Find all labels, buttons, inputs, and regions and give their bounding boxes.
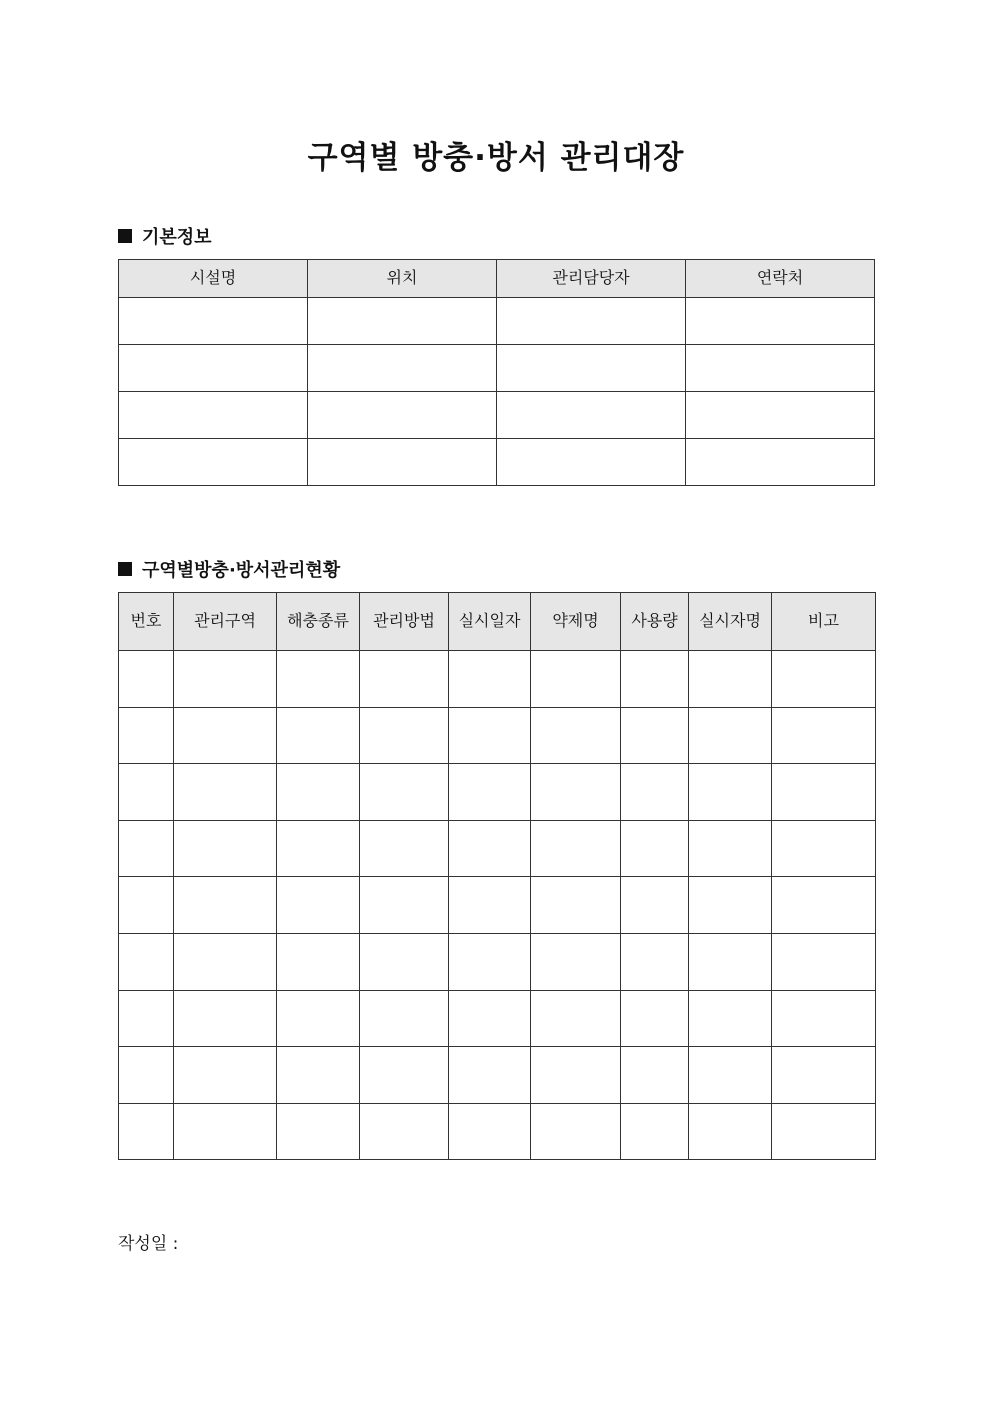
header-manager: 관리담당자 bbox=[497, 260, 686, 298]
date-written-label: 작성일 : bbox=[118, 1234, 179, 1254]
table-cell[interactable] bbox=[277, 1047, 360, 1104]
table-cell[interactable] bbox=[119, 820, 174, 877]
table-cell[interactable] bbox=[360, 707, 449, 764]
table-row bbox=[119, 933, 876, 990]
table-row bbox=[119, 345, 875, 392]
table-cell[interactable] bbox=[772, 764, 876, 821]
table-cell[interactable] bbox=[449, 933, 531, 990]
table-cell[interactable] bbox=[449, 990, 531, 1047]
table-cell[interactable] bbox=[772, 820, 876, 877]
date-written bbox=[118, 1229, 178, 1254]
table-cell[interactable] bbox=[689, 764, 772, 821]
table-cell[interactable] bbox=[277, 764, 360, 821]
table-cell[interactable] bbox=[531, 1103, 621, 1160]
table-cell[interactable] bbox=[772, 877, 876, 934]
black-square-icon bbox=[118, 229, 132, 243]
table-cell[interactable] bbox=[174, 877, 277, 934]
table-cell[interactable] bbox=[360, 990, 449, 1047]
table-cell[interactable] bbox=[174, 764, 277, 821]
table-cell[interactable] bbox=[174, 820, 277, 877]
table-cell[interactable] bbox=[689, 933, 772, 990]
table-cell[interactable] bbox=[772, 933, 876, 990]
table-cell[interactable] bbox=[531, 651, 621, 708]
header-remarks: 비고 bbox=[772, 593, 876, 651]
table-cell[interactable] bbox=[531, 877, 621, 934]
table-cell[interactable] bbox=[621, 707, 689, 764]
table-row bbox=[119, 820, 876, 877]
table-row bbox=[119, 439, 875, 486]
table-cell[interactable] bbox=[497, 392, 686, 439]
table-cell[interactable] bbox=[277, 707, 360, 764]
table-cell[interactable] bbox=[360, 877, 449, 934]
table-cell[interactable] bbox=[119, 439, 308, 486]
table-cell[interactable] bbox=[119, 298, 308, 345]
table-cell[interactable] bbox=[689, 820, 772, 877]
table-cell[interactable] bbox=[772, 707, 876, 764]
table-row bbox=[119, 877, 876, 934]
table-cell[interactable] bbox=[360, 820, 449, 877]
table-cell[interactable] bbox=[119, 345, 308, 392]
header-chemical: 약제명 bbox=[531, 593, 621, 651]
header-method: 관리방법 bbox=[360, 593, 449, 651]
table-cell[interactable] bbox=[449, 877, 531, 934]
table-cell[interactable] bbox=[119, 764, 174, 821]
header-number: 번호 bbox=[119, 593, 174, 651]
table-cell[interactable] bbox=[308, 345, 497, 392]
table-cell[interactable] bbox=[531, 707, 621, 764]
table-cell[interactable] bbox=[119, 990, 174, 1047]
table-cell[interactable] bbox=[360, 651, 449, 708]
table-cell[interactable] bbox=[174, 707, 277, 764]
table-cell[interactable] bbox=[119, 707, 174, 764]
zone-status-heading bbox=[118, 556, 340, 582]
table-cell[interactable] bbox=[621, 820, 689, 877]
table-cell[interactable] bbox=[174, 1047, 277, 1104]
table-cell[interactable] bbox=[277, 651, 360, 708]
table-cell[interactable] bbox=[174, 1103, 277, 1160]
table-cell[interactable] bbox=[360, 764, 449, 821]
table-cell[interactable] bbox=[277, 933, 360, 990]
table-cell[interactable] bbox=[531, 990, 621, 1047]
zone-status-table bbox=[118, 592, 876, 1160]
document-title: 구역별 방충·방서 관리대장 bbox=[307, 140, 685, 176]
table-cell[interactable] bbox=[277, 1103, 360, 1160]
zone-status-header-row bbox=[119, 593, 876, 651]
header-location: 위치 bbox=[308, 260, 497, 298]
table-cell[interactable] bbox=[686, 345, 875, 392]
header-contact: 연락처 bbox=[686, 260, 875, 298]
table-cell[interactable] bbox=[497, 345, 686, 392]
table-row bbox=[119, 707, 876, 764]
table-cell[interactable] bbox=[772, 1103, 876, 1160]
zone-status-heading-label: 구역별방충·방서관리현황 bbox=[142, 560, 341, 581]
header-amount: 사용량 bbox=[621, 593, 689, 651]
table-cell[interactable] bbox=[119, 1047, 174, 1104]
header-operator: 실시자명 bbox=[689, 593, 772, 651]
table-cell[interactable] bbox=[449, 1047, 531, 1104]
table-cell[interactable] bbox=[360, 1103, 449, 1160]
table-cell[interactable] bbox=[772, 1047, 876, 1104]
basic-info-heading bbox=[118, 223, 212, 249]
table-cell[interactable] bbox=[119, 1103, 174, 1160]
table-cell[interactable] bbox=[772, 990, 876, 1047]
table-cell[interactable] bbox=[497, 298, 686, 345]
table-cell[interactable] bbox=[621, 933, 689, 990]
table-cell[interactable] bbox=[621, 877, 689, 934]
table-cell[interactable] bbox=[174, 990, 277, 1047]
table-cell[interactable] bbox=[621, 651, 689, 708]
table-row bbox=[119, 990, 876, 1047]
black-square-icon bbox=[118, 562, 132, 576]
header-zone: 관리구역 bbox=[174, 593, 277, 651]
table-cell[interactable] bbox=[449, 1103, 531, 1160]
table-row bbox=[119, 392, 875, 439]
table-cell[interactable] bbox=[621, 1047, 689, 1104]
table-row bbox=[119, 1047, 876, 1104]
table-cell[interactable] bbox=[119, 877, 174, 934]
table-cell[interactable] bbox=[621, 990, 689, 1047]
table-cell[interactable] bbox=[308, 439, 497, 486]
table-row bbox=[119, 764, 876, 821]
table-cell[interactable] bbox=[360, 933, 449, 990]
table-cell[interactable] bbox=[531, 820, 621, 877]
basic-info-heading-label: 기본정보 bbox=[142, 227, 212, 248]
header-pest-type: 해충종류 bbox=[277, 593, 360, 651]
table-cell[interactable] bbox=[449, 651, 531, 708]
table-row bbox=[119, 651, 876, 708]
table-cell[interactable] bbox=[689, 990, 772, 1047]
table-cell[interactable] bbox=[689, 1047, 772, 1104]
table-cell[interactable] bbox=[686, 439, 875, 486]
table-cell[interactable] bbox=[119, 392, 308, 439]
header-date: 실시일자 bbox=[449, 593, 531, 651]
header-facility-name: 시설명 bbox=[119, 260, 308, 298]
table-cell[interactable] bbox=[277, 877, 360, 934]
table-cell[interactable] bbox=[119, 651, 174, 708]
table-cell[interactable] bbox=[686, 298, 875, 345]
table-cell[interactable] bbox=[449, 764, 531, 821]
table-cell[interactable] bbox=[174, 651, 277, 708]
basic-info-header-row bbox=[119, 260, 875, 298]
basic-info-table bbox=[118, 259, 875, 486]
table-cell[interactable] bbox=[277, 820, 360, 877]
table-cell[interactable] bbox=[531, 1047, 621, 1104]
table-cell[interactable] bbox=[689, 707, 772, 764]
table-cell[interactable] bbox=[119, 933, 174, 990]
table-cell[interactable] bbox=[308, 392, 497, 439]
table-cell[interactable] bbox=[360, 1047, 449, 1104]
table-cell[interactable] bbox=[689, 651, 772, 708]
table-cell[interactable] bbox=[449, 820, 531, 877]
table-row bbox=[119, 298, 875, 345]
table-cell[interactable] bbox=[449, 707, 531, 764]
table-cell[interactable] bbox=[686, 392, 875, 439]
table-cell[interactable] bbox=[621, 1103, 689, 1160]
table-row bbox=[119, 1103, 876, 1160]
table-cell[interactable] bbox=[531, 933, 621, 990]
table-cell[interactable] bbox=[497, 439, 686, 486]
table-cell[interactable] bbox=[772, 651, 876, 708]
table-cell[interactable] bbox=[308, 298, 497, 345]
table-cell[interactable] bbox=[689, 1103, 772, 1160]
table-cell[interactable] bbox=[531, 764, 621, 821]
table-cell[interactable] bbox=[689, 877, 772, 934]
table-cell[interactable] bbox=[174, 933, 277, 990]
table-cell[interactable] bbox=[277, 990, 360, 1047]
table-cell[interactable] bbox=[621, 764, 689, 821]
